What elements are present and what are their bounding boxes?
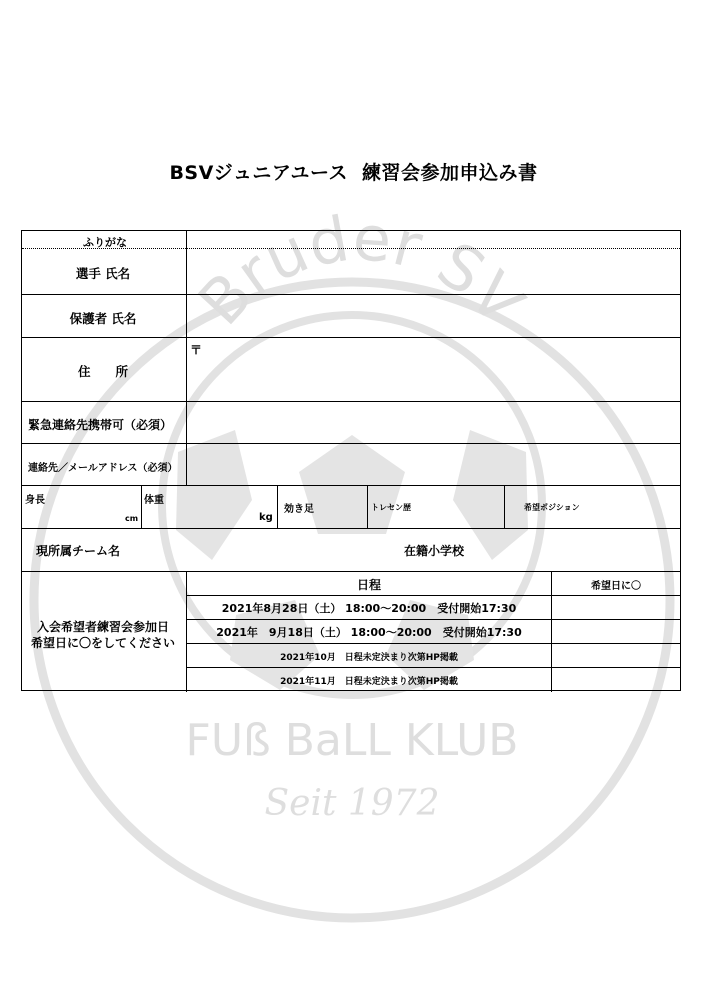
schedule-instruction-line2: 希望日に〇をしてください [30,636,176,650]
schedule-instruction-line1: 入会希望者練習会参加日 [36,620,170,634]
label-address: 住 所 [77,364,129,379]
height-unit: cm [125,514,139,523]
label-dominant-foot: 効き足 [284,504,314,515]
label-emergency-contact: 緊急連絡先携帯可（必須） [28,418,173,432]
row-line [22,485,680,486]
schedule-date-row: 2021年11月 日程未定決まり次第HP掲載 [280,677,458,687]
col-line [367,485,368,528]
schedule-date-row: 2021年8月28日（土） 18:00～20:00 受付開始17:30 [221,602,517,615]
emblem-club-text: FUß BaLL KLUB [185,715,519,766]
row-line [22,571,680,572]
label-guardian-name: 保護者 氏名 [69,311,137,326]
emblem-since-text: Seit 1972 [264,783,440,824]
label-column-line [186,231,187,485]
schedule-date-row: 2021年 9月18日（土） 18:00～20:00 受付開始17:30 [216,626,522,639]
row-line [22,443,680,444]
label-furigana: ふりがな [83,236,127,249]
title-main: BSVジュニアユース [169,162,349,184]
schedule-row-line [186,619,680,620]
label-current-team: 現所属チーム名 [36,544,121,558]
row-line [22,294,680,295]
emblem-arc-text: Bruder SV [184,201,538,339]
col-line [277,485,278,528]
schedule-header-date: 日程 [356,578,382,592]
title-sub: 練習会参加申込み書 [362,162,538,184]
postal-mark: 〒 [190,343,203,357]
col-line [141,485,142,528]
label-tracen-history: トレセン歴 [371,503,411,512]
row-line [22,401,680,402]
label-email: 連絡先／メールアドレス（必須） [28,463,178,474]
page-title [0,158,707,185]
col-line [504,485,505,528]
schedule-row-line [186,643,680,644]
label-player-name: 選手 氏名 [75,266,131,281]
label-desired-position: 希望ポジション [524,503,580,512]
form-table [21,230,681,691]
weight-unit: kg [259,512,273,523]
schedule-row-line [186,667,680,668]
schedule-header-mark: 希望日に〇 [591,581,641,592]
label-school: 在籍小学校 [403,544,465,558]
schedule-mark-line [551,571,552,692]
schedule-date-row: 2021年10月 日程未定決まり次第HP掲載 [280,653,458,663]
label-height: 身長 [25,495,45,506]
schedule-row-line [186,595,680,596]
row-line [22,337,680,338]
row-line [22,528,680,529]
label-weight: 体重 [144,495,164,506]
schedule-left-line [186,571,187,692]
